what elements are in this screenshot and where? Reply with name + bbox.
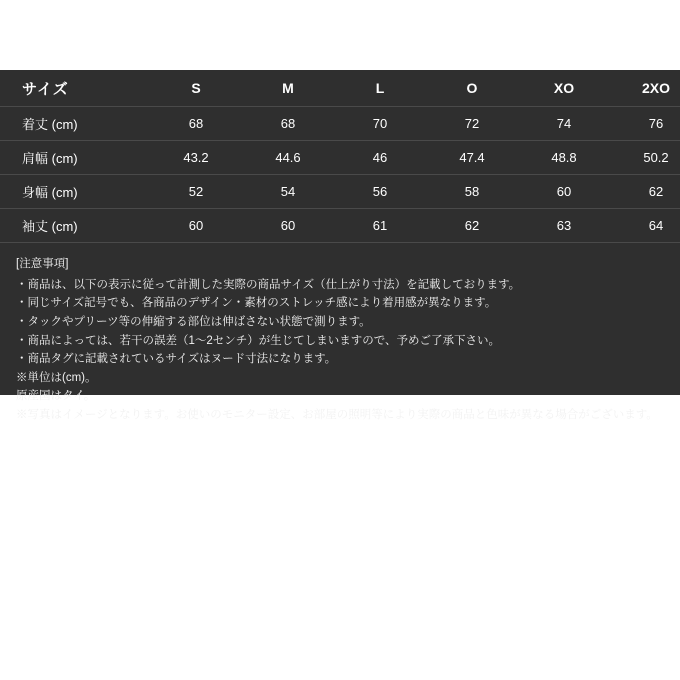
cell-value: 76 [610, 107, 680, 141]
cell-value: 47.4 [426, 141, 518, 175]
table-body [0, 107, 680, 243]
cell-value: 62 [610, 175, 680, 209]
cell-value: 70 [334, 107, 426, 141]
column-header-xo: XO [518, 70, 610, 107]
note-line: ・商品タグに記載されているサイズはヌード寸法になります。 [16, 353, 337, 366]
cell-value: 54 [242, 175, 334, 209]
table-row [0, 209, 680, 243]
note-line: ・商品によっては、若干の誤差（1〜2センチ）が生じてしまいますので、予めご了承下さい。 [16, 334, 501, 347]
note-line: ※写真はイメージとなります。お使いのモニター設定、お部屋の照明等により実際の商品と色味が異なる場合がございます。 [16, 409, 658, 421]
cell-value: 56 [334, 175, 426, 209]
cell-value: 60 [150, 209, 242, 243]
cell-value: 48.8 [518, 141, 610, 175]
cell-value: 43.2 [150, 141, 242, 175]
row-label: 着丈 (cm) [0, 107, 150, 141]
size-table [0, 70, 680, 243]
cell-value: 68 [242, 107, 334, 141]
column-header-s: S [150, 70, 242, 107]
column-header-o: O [426, 70, 518, 107]
column-header-2xo: 2XO [610, 70, 680, 107]
table-row [0, 175, 680, 209]
size-chart-panel [0, 70, 680, 421]
table-row [0, 107, 680, 141]
cell-value: 62 [426, 209, 518, 243]
note-line: ※単位は(cm)。 [16, 371, 97, 384]
row-label: 肩幅 (cm) [0, 141, 150, 175]
table-header-row [0, 70, 680, 107]
cell-value: 63 [518, 209, 610, 243]
column-header-size: サイズ [0, 70, 150, 107]
note-line: 原産国はタイ。 [16, 390, 96, 403]
row-label: 袖丈 (cm) [0, 209, 150, 243]
table-row [0, 141, 680, 175]
cell-value: 74 [518, 107, 610, 141]
cell-value: 61 [334, 209, 426, 243]
cell-value: 44.6 [242, 141, 334, 175]
cell-value: 68 [150, 107, 242, 141]
notes-heading: [注意事項] [16, 258, 69, 270]
row-label: 身幅 (cm) [0, 175, 150, 209]
note-line: ・タックやプリーツ等の伸縮する部位は伸ばさない状態で測ります。 [16, 315, 371, 328]
note-line: ・同じサイズ記号でも、各商品のデザイン・素材のストレッチ感により着用感が異なります。 [16, 297, 497, 310]
cell-value: 72 [426, 107, 518, 141]
column-header-l: L [334, 70, 426, 107]
table-header [0, 70, 680, 107]
cell-value: 60 [242, 209, 334, 243]
cell-value: 60 [518, 175, 610, 209]
notes-section [0, 243, 680, 425]
cell-value: 46 [334, 141, 426, 175]
cell-value: 58 [426, 175, 518, 209]
cell-value: 64 [610, 209, 680, 243]
column-header-m: M [242, 70, 334, 107]
cell-value: 50.2 [610, 141, 680, 175]
cell-value: 52 [150, 175, 242, 209]
note-line: ・商品は、以下の表示に従って計測した実際の商品サイズ（仕上がり寸法）を記載しております。 [16, 278, 521, 291]
